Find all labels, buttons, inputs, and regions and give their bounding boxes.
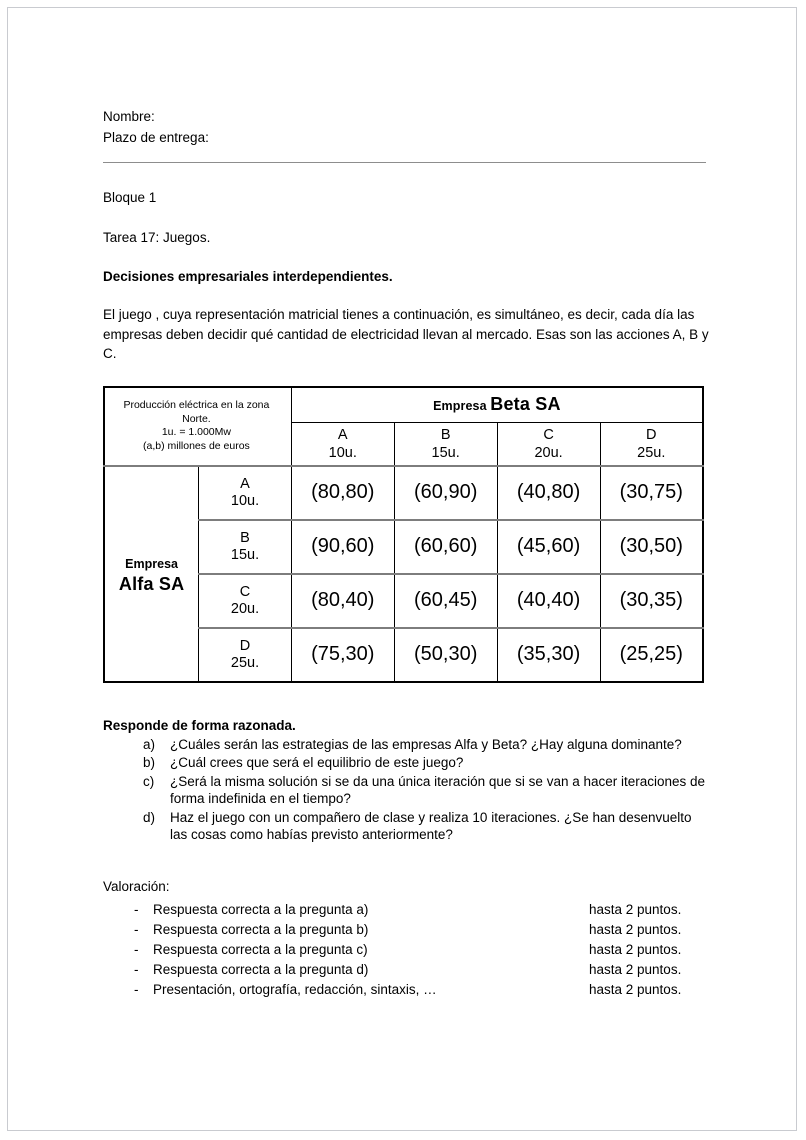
payoff-matrix-container <box>103 386 704 683</box>
column-header-d <box>600 422 703 466</box>
question-b-marker: b) <box>143 755 156 770</box>
column-d-letter: D <box>646 426 657 443</box>
row-a-units: 10u. <box>230 492 260 509</box>
corner-note-line-2: Norte. <box>182 412 211 425</box>
grading-item-a <box>103 900 711 920</box>
question-a-marker: a) <box>143 736 156 752</box>
question-a-text: ¿Cuáles serán las estrategias de las empresas Alfa y Beta? ¿Hay alguna dominante? <box>170 736 682 752</box>
grading-presentation-criterion: Presentación, ortografía, redacción, sintaxis, … <box>153 981 437 997</box>
question-item-b <box>143 754 710 772</box>
column-player-prefix: Empresa <box>433 399 487 413</box>
payoff-cell-c-b: (60,45) <box>394 574 497 628</box>
payoff-cell-d-d: (25,25) <box>600 628 703 682</box>
column-b-units: 15u. <box>431 444 460 461</box>
grading-c-points: hasta 2 puntos. <box>589 941 682 957</box>
row-header-d <box>199 628 292 682</box>
column-d-units: 25u. <box>637 444 666 461</box>
column-header-a <box>291 422 394 466</box>
row-header-a <box>199 466 292 520</box>
column-player-banner <box>291 387 703 423</box>
document-content <box>103 106 711 1000</box>
question-d-text: Haz el juego con un compañero de clase y realiza 10 iteraciones. ¿Se han desenvuelto las cosas como habías previsto anteriormente? <box>170 809 692 842</box>
question-c-marker: c) <box>143 773 155 789</box>
row-d-letter: D <box>239 637 251 654</box>
student-header-block <box>103 106 711 148</box>
grading-list <box>103 900 711 1000</box>
matrix-row-a <box>104 466 703 520</box>
row-c-units: 20u. <box>230 600 260 617</box>
payoff-cell-b-d: (30,50) <box>600 520 703 574</box>
section-title: Decisiones empresariales interdependientes. <box>103 269 393 284</box>
column-player-name: Beta SA <box>490 394 561 414</box>
grading-d-points: hasta 2 puntos. <box>589 961 682 977</box>
grading-a-bullet: - <box>134 901 139 917</box>
column-b-letter: B <box>440 426 451 443</box>
grading-a-criterion: Respuesta correcta a la pregunta a) <box>153 901 369 917</box>
question-c-text: ¿Será la misma solución si se da una única iteración que si se van a hacer iteraciones de forma indefinida en el tiempo? <box>170 773 706 806</box>
row-header-c <box>199 574 292 628</box>
payoff-cell-d-c: (35,30) <box>497 628 600 682</box>
question-item-c <box>143 773 710 808</box>
payoff-cell-b-c: (45,60) <box>497 520 600 574</box>
corner-note-line-4: (a,b) millones de euros <box>143 439 250 452</box>
payoff-cell-a-d: (30,75) <box>600 466 703 520</box>
matrix-header-row-1 <box>104 387 703 423</box>
question-d-marker: d) <box>143 809 156 825</box>
payoff-cell-d-a: (75,30) <box>291 628 394 682</box>
questions-list <box>103 736 711 844</box>
payoff-cell-c-a: (80,40) <box>291 574 394 628</box>
grading-item-presentation <box>103 980 711 1000</box>
payoff-cell-a-b: (60,90) <box>394 466 497 520</box>
row-b-units: 15u. <box>230 546 260 563</box>
column-header-b <box>394 422 497 466</box>
column-c-units: 20u. <box>534 444 563 461</box>
row-player-prefix: Empresa <box>125 556 178 571</box>
column-header-c <box>497 422 600 466</box>
row-header-b <box>199 520 292 574</box>
row-b-letter: B <box>240 529 250 546</box>
payoff-cell-c-d: (30,35) <box>600 574 703 628</box>
grading-presentation-points: hasta 2 puntos. <box>589 981 682 997</box>
question-item-a <box>143 736 710 754</box>
grading-item-d <box>103 960 711 980</box>
grading-d-criterion: Respuesta correcta a la pregunta d) <box>153 961 369 977</box>
column-a-units: 10u. <box>328 444 357 461</box>
name-label: Nombre: <box>103 109 155 124</box>
grading-b-criterion: Respuesta correcta a la pregunta b) <box>153 921 369 937</box>
row-c-letter: C <box>239 583 251 600</box>
payoff-cell-b-a: (90,60) <box>291 520 394 574</box>
intro-paragraph: El juego , cuya representación matricial tienes a continuación, es simultáneo, es decir, cada día las empresas deben decidir qué cantidad de electricidad llevan al mercado. Esas son las acciones A, B y C. <box>103 307 709 361</box>
row-player-banner <box>104 466 199 682</box>
grading-d-bullet: - <box>134 961 139 977</box>
grading-a-points: hasta 2 puntos. <box>589 901 682 917</box>
row-a-letter: A <box>240 475 250 492</box>
grading-item-c <box>103 940 711 960</box>
question-item-d <box>143 809 710 844</box>
payoff-matrix-table <box>103 386 704 683</box>
questions-title: Responde de forma razonada. <box>103 717 296 733</box>
grading-title: Valoración: <box>103 878 170 894</box>
payoff-cell-d-b: (50,30) <box>394 628 497 682</box>
row-d-units: 25u. <box>230 654 260 671</box>
corner-note-line-1: Producción eléctrica en la zona <box>123 399 270 411</box>
document-page <box>7 7 797 1131</box>
corner-note-line-3: 1u. = 1.000Mw <box>161 426 231 438</box>
grading-b-bullet: - <box>134 921 139 937</box>
row-player-name: Alfa SA <box>118 573 185 594</box>
payoff-cell-a-a: (80,80) <box>291 466 394 520</box>
payoff-cell-c-c: (40,40) <box>497 574 600 628</box>
payoff-cell-a-c: (40,80) <box>497 466 600 520</box>
deadline-label: Plazo de entrega: <box>103 130 209 145</box>
column-c-letter: C <box>543 426 554 443</box>
task-label: Tarea 17: Juegos. <box>103 230 211 245</box>
block-label: Bloque 1 <box>103 190 157 205</box>
matrix-corner-note <box>104 387 291 466</box>
grading-c-criterion: Respuesta correcta a la pregunta c) <box>153 941 368 957</box>
grading-item-b <box>103 920 711 940</box>
payoff-cell-b-b: (60,60) <box>394 520 497 574</box>
grading-presentation-bullet: - <box>134 981 139 997</box>
grading-c-bullet: - <box>134 941 139 957</box>
grading-b-points: hasta 2 puntos. <box>589 921 682 937</box>
column-a-letter: A <box>337 426 348 443</box>
question-b-text: ¿Cuál crees que será el equilibrio de este juego? <box>170 755 464 770</box>
